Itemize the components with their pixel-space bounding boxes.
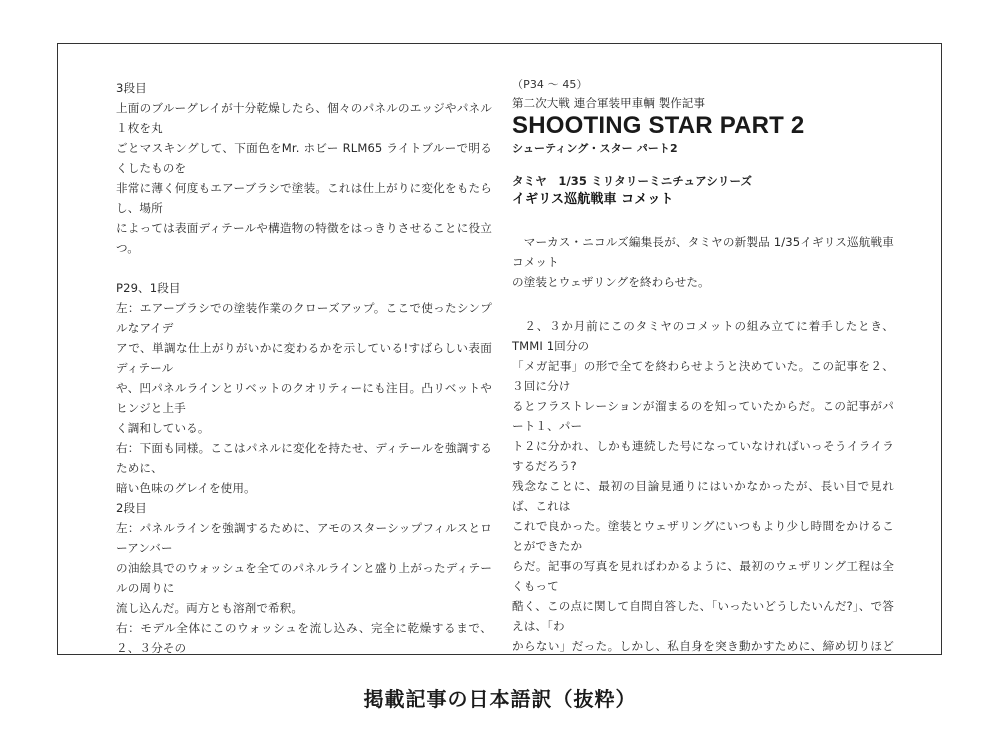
article-kicker: 第二次大戦 連合軍装甲車輌 製作記事 bbox=[512, 96, 706, 110]
paragraph: 左：パネルラインを強調するために、アモのスターシップフィルスとローアンバー の油絵具でのウォッシュを全てのパネルラインと盛り上がったディテールの周りに 流し込んだ。両方とも溶剤で希釈。 右：モデル全体にこのウォッシュを流し込み、完全に乾燥するまで、２、３分その bbox=[116, 521, 492, 655]
paragraph: 左：エアーブラシでの塗装作業のクローズアップ。ここで使ったシンプルなアイデ アで、単調な仕上がりがいかに変わるかを示している!すばらしい表面ディテール や、凹パネルラインとリベットのクオリティーにも注目。凸リベットやヒンジと上手 く調和している。 右：下面も同様。ここはパネルに変化を持たせ、ディテールを強調するために、 暗い色味のグレイを使用。 bbox=[116, 301, 492, 495]
product-series: タミヤ 1/35 ミリタリーミニチュアシリーズ bbox=[512, 174, 753, 188]
right-text-column bbox=[512, 76, 894, 655]
page-reference: （P34 ～ 45） bbox=[512, 78, 588, 91]
article-page bbox=[57, 43, 942, 655]
section-heading: 2段目 bbox=[116, 501, 147, 515]
section-heading: P29、1段目 bbox=[116, 281, 181, 295]
spacer bbox=[116, 258, 492, 278]
article-title: SHOOTING STAR PART 2 bbox=[512, 112, 805, 139]
image-caption: 掲載記事の日本語訳（抜粋） bbox=[363, 687, 637, 711]
body-paragraph: ２、３か月前にこのタミヤのコメットの組み立てに着手したとき、TMMI 1回分の 「メガ記事」の形で全てを終わらせようと決めていた。この記事を２、３回に分け るとフラストレーションが溜まるのを知っていたからだ。この記事がパート１、パー ト２に分かれ、しかも連続した号になっていなければいっそうイライラするだろう? 残念なことに、最初の目論見通りにはいかなかったが、長い目で見れば、これは これで良かった。塗装とウェザリングにいつもより少し時間をかけることができたか らだ。記事の写真を見ればわかるように、最初のウェザリング工程は全くもって 酷く、この点に関して自問自答した、「いったいどうしたいんだ?」、で答えは、「わ からない」だった。しかし、私自身を突き動かすために、締め切りほど bbox=[512, 319, 894, 653]
article-subtitle: シューティング・スター パート2 bbox=[512, 142, 678, 155]
lead-paragraph: マーカス・ニコルズ編集長が、タミヤの新製品 1/35イギリス巡航戦車コメット の塗装とウェザリングを終わらせた。 bbox=[512, 235, 894, 289]
product-name: イギリス巡航戦車 コメット bbox=[512, 192, 674, 207]
section-heading: 3段目 bbox=[116, 81, 147, 95]
left-text-column bbox=[116, 78, 492, 655]
spacer bbox=[512, 292, 894, 316]
spacer bbox=[512, 158, 894, 168]
paragraph: 上面のブルーグレイが十分乾燥したら、個々のパネルのエッジやパネル１枚を丸 ごとマスキングして、下面色をMr. ホビー RLM65 ライトブルーで明るくしたものを 非常に薄く何度もエアーブラシで塗装。これは仕上がりに変化をもたらし、場所 によっては表面ディテールや構造物の特徴をはっきりさせることに役立つ。 bbox=[116, 101, 492, 255]
spacer bbox=[512, 210, 894, 232]
